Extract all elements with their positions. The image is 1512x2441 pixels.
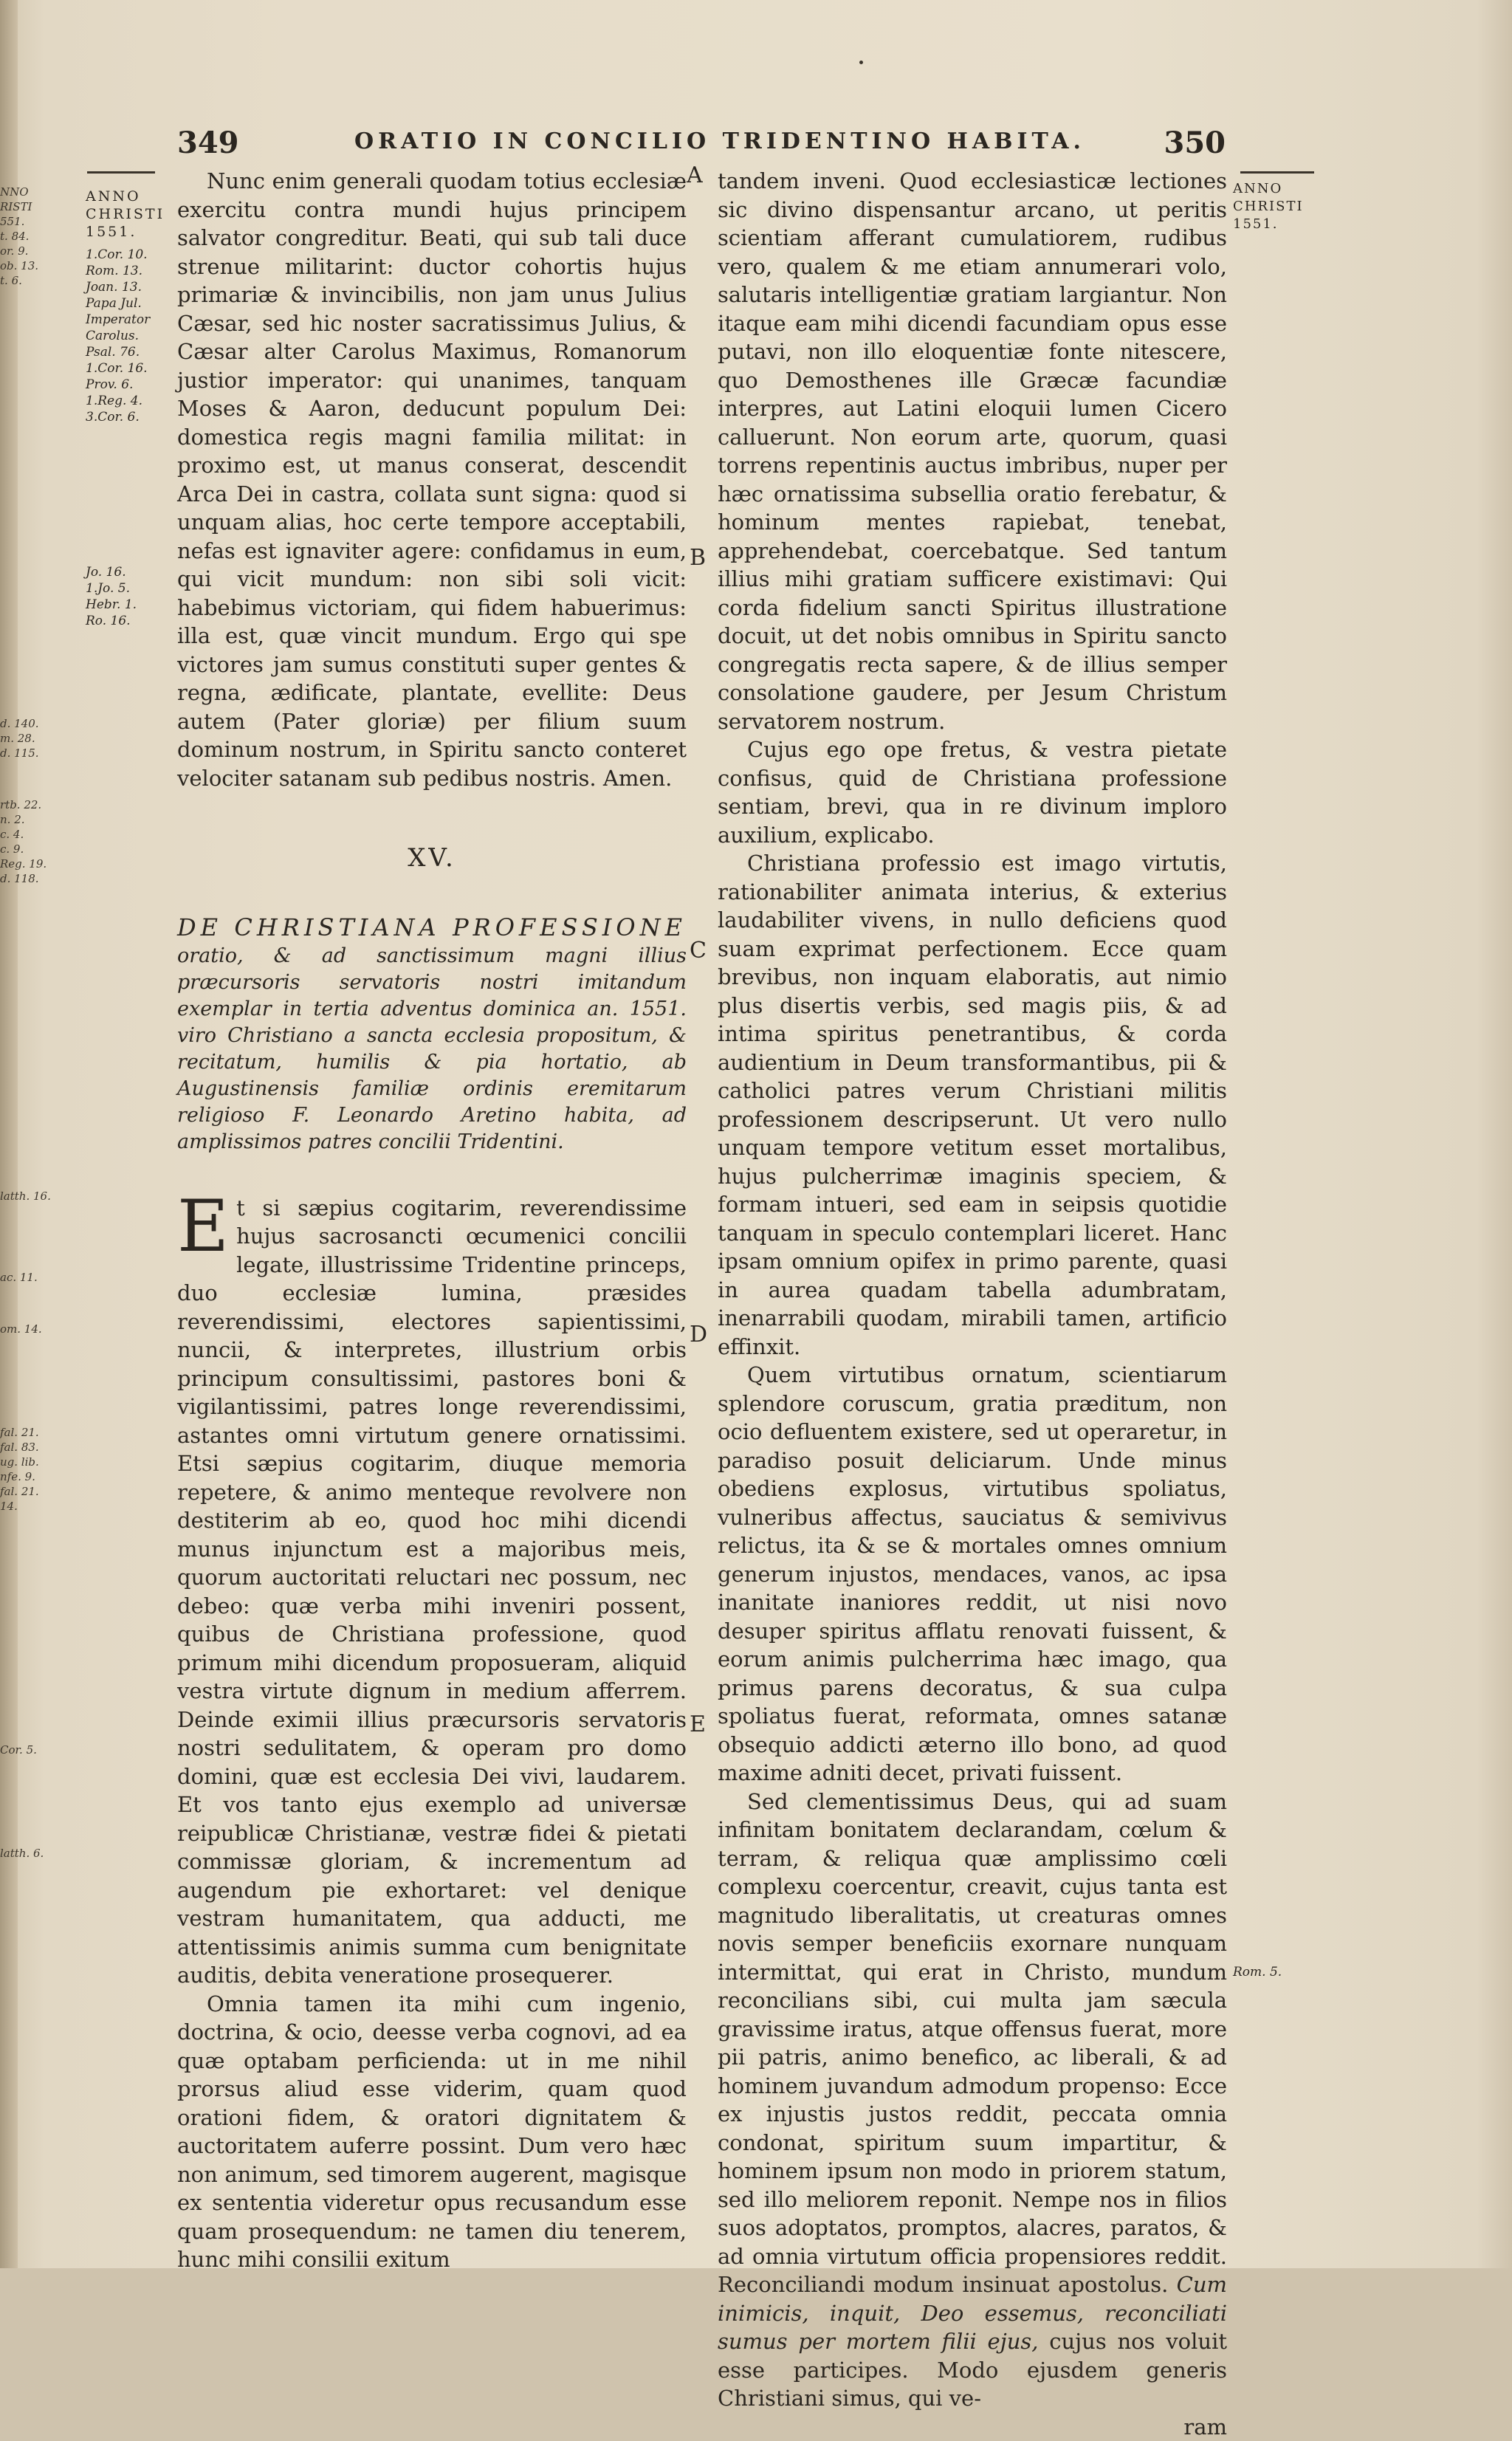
margin-ref: Imperator Carolus. (86, 312, 167, 344)
page-number-left: 349 (177, 126, 239, 160)
margin-ref: 3.Cor. 6. (86, 409, 167, 425)
edge-reference-18: om. 14. (0, 1322, 59, 1336)
margin-year-label-right: ANNO CHRISTI 1551. (1233, 180, 1314, 233)
running-head (177, 126, 1226, 162)
running-title: ORATIO IN CONCILIO TRIDENTINO HABITA. (303, 128, 1137, 154)
ink-speck (859, 61, 863, 64)
oration-title-rest: oratio, & ad sanctissimum magni illius præcursoris servatoris nostri imitandum exemplar in tertia adventus dominica an. 1551. viro Christiano a sancta ecclesia propositum, & recitatum, humilis & pia hortatio, ab Augustinensis familiæ ordinis eremitarum religioso F. Leonardo Aretino habita, ad amplissimos patres concilii Tridentini. (177, 944, 687, 1153)
edge-reference-25: latth. 6. (0, 1846, 59, 1861)
paragraph: Omnia tamen ita mihi cum ingenio, doctrina, & ocio, deesse verba cognovi, ad ea quæ optabam perficienda: ut in me nihil prorsus aliud esse viderim, quam quod orationi fidem, & oratori dignitatem & auctoritatem auferre possint. Dum vero hæc non animum, sed timorem augerent, magisque ex sententia videretur opus recusandum esse quam prosequendum: ne tamen diu tenerem, hunc mihi consilii exitum (177, 1990, 687, 2274)
section-marker-e: E (690, 1712, 706, 1737)
section-number: XV. (177, 844, 687, 873)
edge-reference-block-3: rtb. 22. n. 2. c. 4. c. 9. Reg. 19. d. 118. (0, 797, 59, 886)
margin-notes-right-top (1233, 180, 1314, 233)
margin-ref: Joan. 13. (86, 279, 167, 295)
paragraph-opening (177, 1194, 687, 1990)
header-rule-left (87, 171, 155, 174)
section-marker-a: A (687, 162, 703, 188)
margin-notes-left-mid (86, 564, 167, 629)
paragraph: tandem inveni. Quod ecclesiasticæ lectiones sic divino dispensantur arcano, ut peritis scientiam afferant cumulatiorem, rudibus vero, qualem & me etiam annumerari volo, salutaris intelligentiæ gratiam largiantur. Non itaque eam mihi dicendi facundiam opus esse putavi, non illo eloquentiæ fonte nitescere, quo Demosthenes ille Græcæ facundiæ interpres, aut Latini eloquii lumen Cicero calluerunt. Non eorum arte, quorum, quasi torrens repentinis auctus imbribus, nuper per hæc ornatissima subsellia oratio ferebatur, & hominum mentes rapiebat, tenebat, apprehendebat, coercebatque. Sed tantum illius mihi gratiam sufficere existimavi: Qui corda fidelium sancti Spiritus illustratione docuit, ut det nobis omnibus in Spiritu sancto congregatis recta sapere, & de illius semper consolatione gaudere, per Jesum Christum servatorem nostrum. (718, 167, 1227, 735)
margin-year-label: ANNO CHRISTI 1551. (86, 188, 167, 241)
scripture-quote: Cum inimicis, inquit, Deo essemus, reconciliati sumus per mortem filii ejus, (718, 2272, 1227, 2354)
header-rule-right (1240, 171, 1314, 174)
margin-ref: Hebr. 1. (86, 597, 167, 613)
paragraph-opening-text: t si sæpius cogitarim, reverendissime hujus sacrosancti œcumenici concilii legate, illustrissime Tridentine princeps, duo ecclesiæ lumina, præsides reverendissimi, electores sapientissimi, nuncii, & interpretes, illustrium orbis principum consultissimi, pastores boni & vigilantissimi, patres longe reverendissimi, astantes omni virtutum genere ornatissimi. Etsi sæpius cogitarim, diuque memoria repetere, & animo menteque revolvere non destiterim ab eo, quod hoc mihi dicendi munus injunctum est a majoribus meis, quorum auctoritati reluctari nec possum, nec debeo: quæ verba mihi inveniri possent, quibus de Christiana professione, quod primum mihi dicendum proposueram, aliquid vestra virtute dignum in medium afferrem. Deinde eximii illius præcursoris servatoris nostri sedulitatem, & operam pro domo domini, quæ est ecclesia Dei vivi, laudarem. Et vos tanto ejus exemplo ad universæ reipublicæ Christianæ, vestræ fidei & pietati commissæ gloriam, & incrementum ad augendum pie exhortaret: vel denique vestram humanitatem, qua adducti, me attentissimis animis summa cum benignitate auditis, debita veneratione prosequerer. (177, 1195, 687, 1988)
margin-ref: Papa Jul. (86, 295, 167, 312)
section-marker-d: D (690, 1322, 707, 1347)
margin-ref: 1.Reg. 4. (86, 393, 167, 409)
margin-ref: Jo. 16. (86, 564, 167, 580)
edge-reference-16: latth. 16. (0, 1189, 59, 1204)
section-marker-c: C (690, 938, 707, 964)
paragraph: Cujus ego ope fretus, & vestra pietate confisus, quid de Christiana professione sentiam, brevi, qua in re divinum imploro auxilium, explicabo. (718, 735, 1227, 849)
margin-ref: Psal. 76. (86, 344, 167, 360)
page-number-right: 350 (1164, 126, 1226, 160)
edge-reference-24: Cor. 5. (0, 1743, 59, 1757)
section-marker-b: B (690, 545, 706, 571)
edge-reference-17: ac. 11. (0, 1270, 59, 1285)
margin-ref: Ro. 16. (86, 613, 167, 629)
right-text-column (718, 167, 1227, 2441)
margin-ref-right-bottom: Rom. 5. (1233, 1964, 1314, 1980)
margin-ref: 1.Jo. 5. (86, 580, 167, 597)
margin-ref: Prov. 6. (86, 377, 167, 393)
left-text-column (177, 167, 687, 2274)
margin-ref: Rom. 13. (86, 263, 167, 279)
edge-reference-block-4: fal. 21. fal. 83. ug. lib. nfe. 9. fal. 21. 14. (0, 1425, 59, 1514)
margin-ref: 1.Cor. 10. (86, 247, 167, 263)
paragraph: Christiana professio est imago virtutis, rationabiliter animata interius, & exterius laudabiliter vivens, in nullo deficiens quod suam exprimat perfectionem. Ecce quam brevibus, non inquam elaboratis, aut nimio plus disertis verbis, sed magis piis, & ad intima spiritus penetrantibus, & corda audientium in Deum transformantibus, pii & catholici patres verum Christiani militis professionem descripserunt. Ut vero nullo unquam tempore vetitum esset mortalibus, hujus pulcherrimæ imaginis speciem, & formam intueri, sed eam in seipsis quotidie tanquam in speculo contemplari liceret. Hanc ipsam omnium opifex in primo parente, quasi in aurea quadam tabella adumbratam, inenarrabili quodam, mirabili tamen, artificio effinxit. (718, 849, 1227, 1361)
previous-page-edge (0, 0, 18, 2268)
paragraph-text: Sed clementissimus Deus, qui ad suam infinitam bonitatem declarandam, cœlum & terram, & reliqua quæ amplissimo cœli complexu coercentur, creavit, cujus tanta est magnitudo liberalitatis, ut creaturas omnes novis semper beneficiis exornare nunquam intermittat, qui erat in Christo, mundum reconcilians sibi, cui multa jam sæcula gravissime iratus, atque offensus fuerat, more pii patris, animo benefico, ac liberali, & ad hominem juvandum admodum propenso: Ecce ex injustis justos reddit, peccata omnia condonat, spiritum suum impartitur, & hominem ipsum non modo in priorem statum, sed illo meliorem reponit. Nempe nos in filios suos adoptatos, promptos, alacres, paratos, & ad omnia virtutum officia propensiores reddit. Reconciliandi modum insinuat apostolus. (718, 1789, 1227, 2298)
paragraph: Nunc enim generali quodam totius ecclesiæ exercitu contra mundi hujus principem salvator congreditur. Beati, qui sub tali duce strenue militarint: ductor cohortis hujus primariæ & invincibilis, non jam unus Julius Cæsar, sed hic noster sacratissimus Julius, & Cæsar alter Carolus Maximus, Romanorum justior imperator: qui unanimes, tanquam Moses & Aaron, deducunt populum Dei: domestica regis magni familia militat: in proximo est, ut manus conserat, descendit Arca Dei in castra, collata sunt signa: quod si unquam alias, hoc certe tempore acceptabili, nefas est ignaviter agere: confidamus in eum, qui vicit mundum: non sibi soli vicit: habebimus victoriam, qui fidem habuerimus: illa est, quæ vincit mundum. Ergo qui spe victores jam sumus constituti super gentes & regna, ædificate, plantate, evellite: Deus autem (Pater gloriæ) per filium suum dominum nostrum, in Spiritu sancto conteret velociter satanam sub pedibus nostris. Amen. (177, 167, 687, 792)
paragraph-text: cujus nos voluit esse participes. Modo ejusdem generis Christiani simus, qui ve- (718, 2329, 1227, 2411)
drop-cap: E (177, 1197, 229, 1256)
oration-title-lead: DE CHRISTIANA PROFESSIONE (177, 913, 687, 941)
margin-notes-left-top (86, 188, 167, 425)
margin-ref: 1.Cor. 16. (86, 360, 167, 377)
edge-reference-block-2: d. 140. m. 28. d. 115. (0, 716, 59, 761)
paragraph: Quem virtutibus ornatum, scientiarum splendore coruscum, gratia præditum, non ocio defluentem existere, sed ut operaretur, in paradiso posuit deliciarum. Unde minus obediens explosus, virtutibus spoliatus, vulneribus affectus, sauciatus & semivivus relictus, ita & se & mortales omnes omnium generum injustos, mendaces, vanos, ac ipsa inanitate inaniores reddit, ut nisi novo desuper spiritus afflatu renovati fuissent, & eorum animis pulcherrima hæc imago, qua primus parens decoratus, & sua culpa spoliatus fuerat, reformata, omnes satanæ obsequio addicti æterno illo bono, ad quod maxime adniti decet, privati fuissent. (718, 1361, 1227, 1788)
oration-title (177, 914, 687, 1156)
paragraph (718, 1788, 1227, 2413)
edge-reference-block-1: NNO RISTI 551. t. 84. or. 9. ob. 13. t. 6. (0, 185, 59, 288)
catchword: ram (718, 2413, 1227, 2441)
